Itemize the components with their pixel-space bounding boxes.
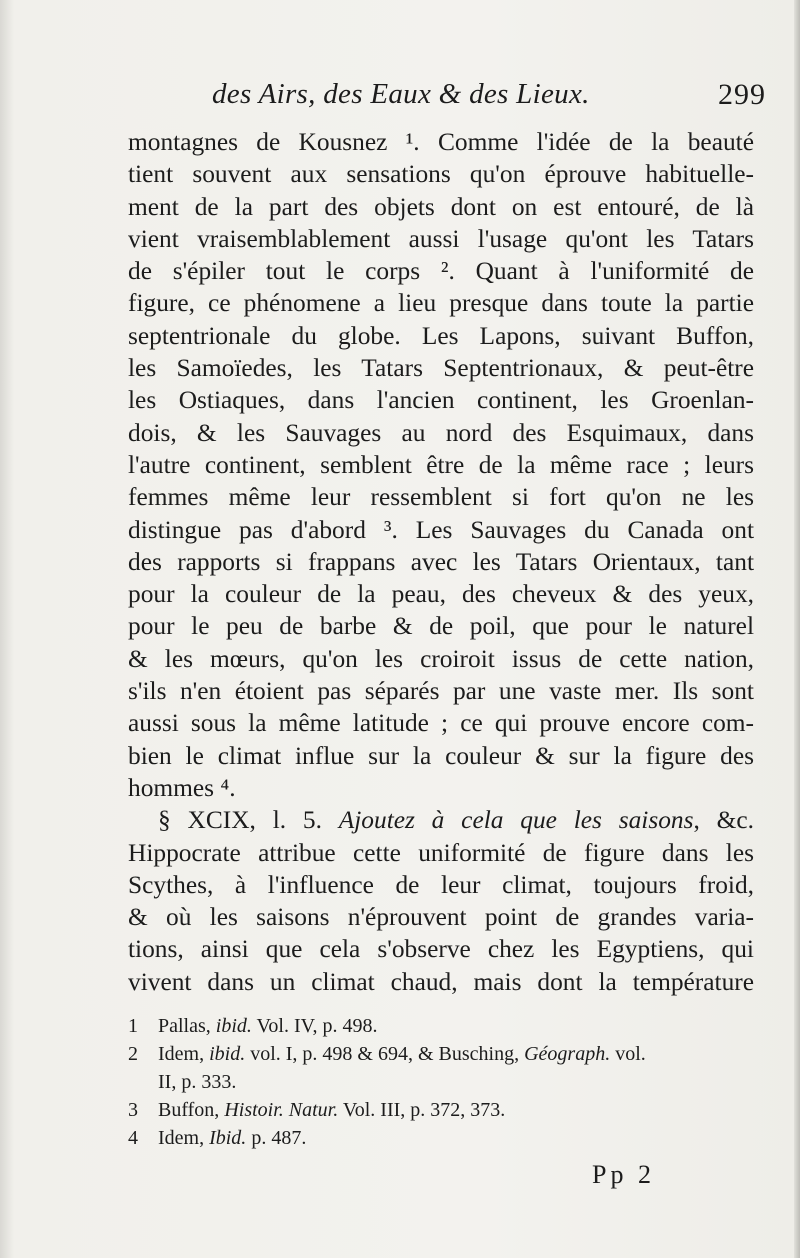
footnote: [128, 1068, 754, 1096]
footnote: [128, 1096, 754, 1124]
running-title: des Airs, des Eaux & des Lieux.: [212, 78, 590, 110]
section-marker: § XCIX, l. 5.: [158, 806, 322, 835]
footnote-text: Vol. III, p. 372, 373.: [338, 1099, 506, 1121]
text-line: pour la couleur de la peau, des cheveux & des yeux,: [128, 580, 754, 609]
text-line: & où les saisons n'éprouvent point de grandes varia-: [128, 903, 754, 932]
text-line: des rapports si frappans avec les Tatars Orientaux, tant: [128, 547, 754, 576]
footnote-text: Histoir. Natur.: [224, 1099, 339, 1121]
commentary-paragraph: [128, 837, 754, 998]
text-line: l'autre continent, semblent être de la même race ; leurs: [128, 450, 754, 479]
footnote: [128, 1012, 754, 1040]
text-line: Hippocrate attribue cette uniformité de figure dans les: [128, 838, 754, 867]
paragraph-continued: [128, 126, 754, 804]
text-line: tient souvent aux sensations qu'on éprouve habituelle-: [128, 160, 754, 189]
footnote-number: 2: [128, 1043, 138, 1065]
footnote: [128, 1124, 754, 1152]
text-line: les Ostiaques, dans l'ancien continent, les Groenlan-: [128, 386, 754, 415]
section-heading-line: [128, 804, 754, 836]
text-line: montagnes de Kousnez ¹. Comme l'idée de la beauté: [128, 128, 754, 156]
text-line: de s'épiler tout le corps ². Quant à l'uniformité de: [128, 257, 754, 286]
text-line: femmes même leur ressemblent si fort qu'on ne les: [128, 483, 754, 512]
text-line: hommes ⁴.: [128, 773, 236, 802]
main-text: [128, 126, 754, 998]
footnote: [128, 1040, 754, 1068]
text-line: vivent dans un climat chaud, mais dont la température: [128, 967, 754, 996]
footnote-number: 3: [128, 1099, 138, 1121]
footnote-text: vol.: [610, 1043, 646, 1065]
text-line: figure, ce phénomene a lieu presque dans toute la partie: [128, 289, 754, 318]
footnote-text: Idem,: [158, 1043, 210, 1065]
footnotes: [128, 1012, 754, 1152]
footnote-number: 4: [128, 1127, 138, 1149]
printer-signature: Pp 2: [592, 1160, 655, 1189]
text-line: septentrionale du globe. Les Lapons, suivant Buffon,: [128, 321, 754, 350]
page-edge: [794, 0, 800, 1258]
text-line: pour le peu de barbe & de poil, que pour le naturel: [128, 612, 754, 641]
footnote-text: vol. I, p. 498 & 694, & Busching,: [245, 1043, 525, 1065]
text-line: & les mœurs, qu'on les croiroit issus de cette nation,: [128, 644, 754, 673]
text-line: bien le climat influe sur la couleur & sur la figure des: [128, 741, 754, 770]
text-line: distingue pas d'abord ³. Les Sauvages du Canada ont: [128, 515, 754, 544]
text-line: aussi sous la même latitude ; ce qui prouve encore com-: [128, 709, 754, 738]
running-head: [212, 78, 772, 118]
section-quote: Ajoutez à cela que les saisons: [338, 806, 694, 835]
footnote-text: ibid.: [209, 1043, 246, 1065]
text-line: Scythes, à l'influence de leur climat, toujours froid,: [128, 870, 754, 899]
footnote-number: 1: [128, 1015, 138, 1037]
text-line: tions, ainsi que cela s'observe chez les Egyptiens, qui: [128, 935, 754, 964]
footnote-text: Pallas,: [158, 1015, 216, 1037]
footnote-text: p. 487.: [246, 1127, 307, 1149]
text-line: dois, & les Sauvages au nord des Esquimaux, dans: [128, 418, 754, 447]
footnote-text: ibid.: [215, 1015, 252, 1037]
footnote-text: II, p. 333.: [158, 1071, 237, 1093]
text-line: ment de la part des objets dont on est entouré, de là: [128, 192, 754, 221]
footnote-text: Idem,: [158, 1127, 210, 1149]
footnote-text: Géograph.: [524, 1043, 611, 1065]
section-quote-tail: , &c.: [693, 806, 754, 835]
footnote-text: Vol. IV, p. 498.: [251, 1015, 378, 1037]
text-line: les Samoïedes, les Tatars Septentrionaux, & peut-être: [128, 354, 754, 383]
page-number: 299: [718, 78, 766, 111]
text-line: vient vraisemblablement aussi l'usage qu'ont les Tatars: [128, 224, 754, 253]
footnote-text: Ibid.: [209, 1127, 247, 1149]
text-line: s'ils n'en étoient pas séparés par une vaste mer. Ils sont: [128, 677, 754, 706]
footnote-text: Buffon,: [158, 1099, 225, 1121]
